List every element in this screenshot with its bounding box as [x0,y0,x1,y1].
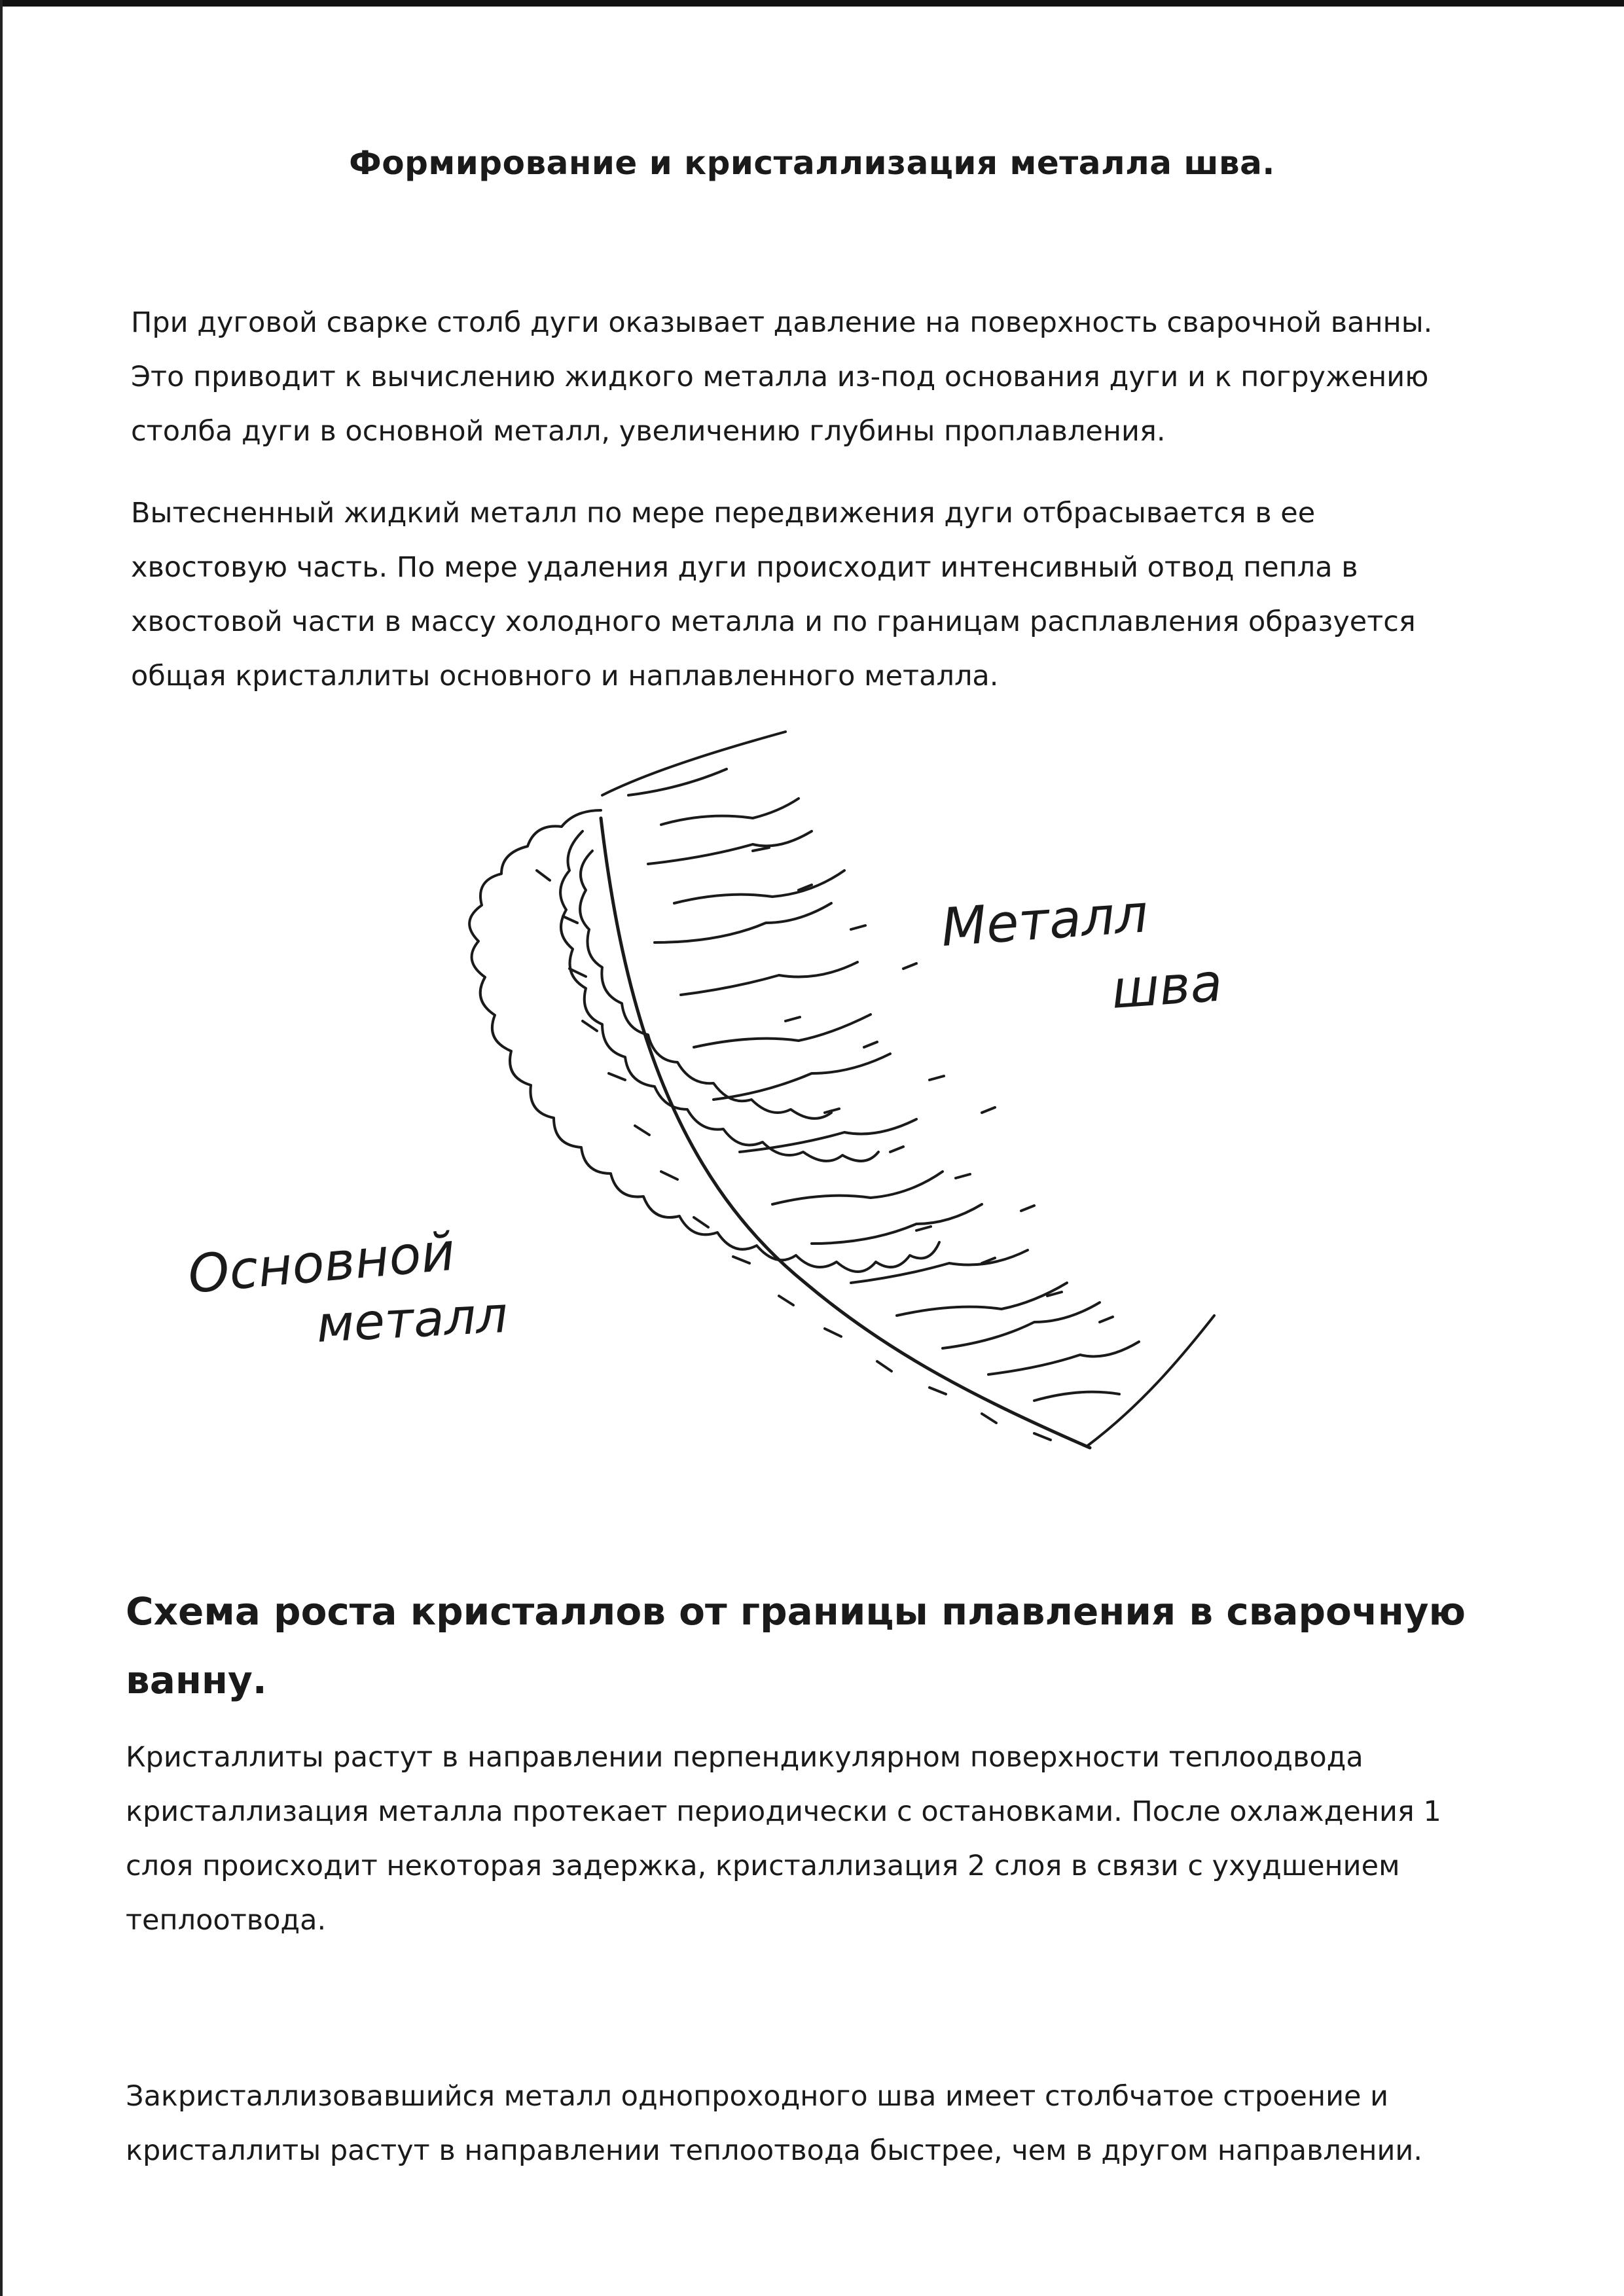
label-base-metal-line2: металл [315,1285,509,1354]
label-weld-metal-line1: Металл [939,883,1150,958]
text-line: кристаллиты растут в направлении теплоотвода быстрее, чем в другом направлении. [126,2134,1423,2167]
text-line: хвостовую часть. По мере удаления дуги происходит интенсивный отвод пепла в [131,551,1358,584]
heading-line: Схема роста кристаллов от границы плавления в сварочную [126,1589,1466,1634]
text-line: слоя происходит некоторая задержка, кристаллизация 2 слоя в связи с ухудшением [126,1850,1400,1882]
paragraph-displaced-metal [131,486,1571,704]
text-line: При дуговой сварке столб дуги оказывает давление на поверхность сварочной ванны. [131,306,1433,339]
crystal-growth-sketch [164,720,1342,1571]
text-line: кристаллизация металла протекает периодически с остановками. После охлаждения 1 [126,1795,1441,1828]
paragraph-arc-pressure [131,296,1571,459]
heading-line: ванну. [126,1658,267,1702]
text-line: Кристаллиты растут в направлении перпендикулярном поверхности теплоодвода [126,1741,1363,1774]
crystal-strokes [628,769,1139,1401]
text-line: Закристаллизовавшийся металл однопроходного шва имеет столбчатое строение и [126,2080,1389,2113]
text-line: Это приводит к вычислению жидкого металла из-под основания дуги и к погружению [131,361,1429,393]
text-line: теплоотвода. [126,1904,327,1937]
text-line: общая кристаллиты основного и наплавленного металла. [131,660,999,692]
base-metal-scallops [469,810,939,1272]
label-weld-metal-line2: шва [1109,952,1225,1020]
weld-tail-edge [1087,1316,1214,1446]
text-line: Вытесненный жидкий металл по мере передвижения дуги отбрасывается в ее [131,497,1316,529]
weld-outer-edge [602,732,785,795]
paragraph-crystal-growth [126,1731,1585,1948]
paragraph-columnar-structure [126,2070,1585,2178]
text-line: столба дуги в основной металл, увеличению глубины проплавления. [131,415,1166,448]
page-title: Формирование и кристаллизация металла шва. [349,144,1275,182]
text-line: хвостовой части в массу холодного металла и по границам расплавления образуется [131,605,1416,638]
label-base-metal-line1: Основной [185,1221,458,1305]
section-heading [126,1577,1500,1715]
